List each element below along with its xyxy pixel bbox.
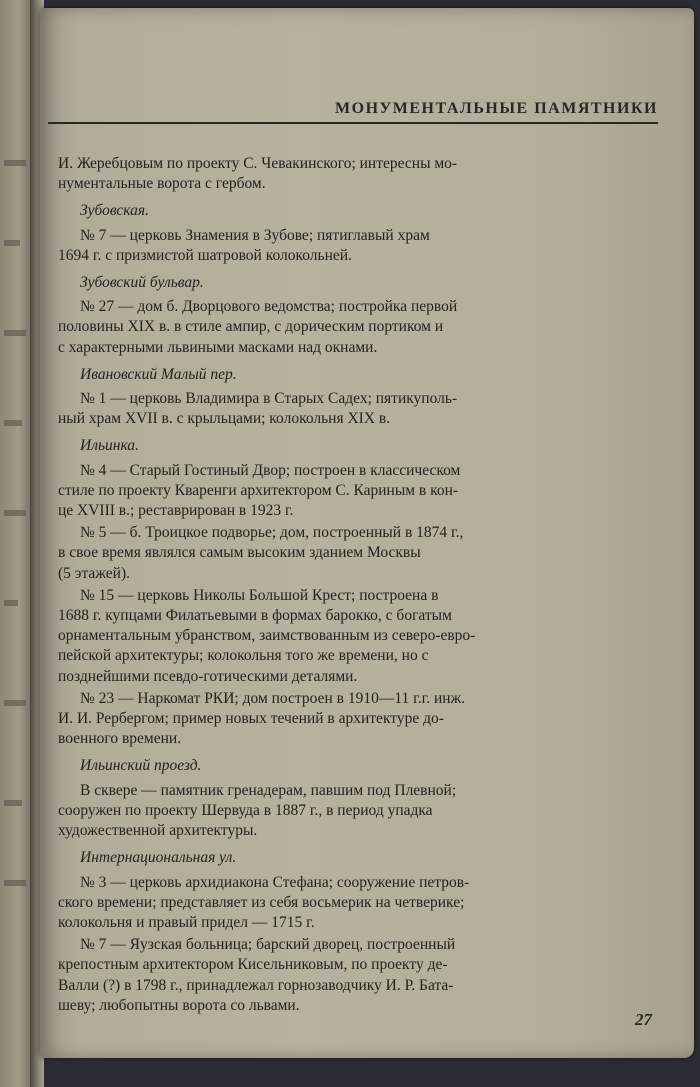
previous-page-edge bbox=[0, 0, 34, 1087]
text-line: шеву; любопытны ворота со львами. bbox=[58, 996, 300, 1014]
text-line: половины XIX в. в стиле ампир, с дорическим портиком и bbox=[58, 318, 444, 336]
entry bbox=[58, 935, 640, 1016]
text-line: стиле по проекту Кваренги архитектором С. Кариным в кон- bbox=[58, 481, 459, 499]
text-line: И. Жеребцовым по проекту С. Чевакинского; интересны мо- bbox=[58, 155, 458, 172]
street-heading: Интернациональная ул. bbox=[80, 849, 237, 867]
entry bbox=[58, 297, 640, 358]
text-line: ского времени; представляет из себя восьмерик на четверике; bbox=[58, 893, 465, 911]
header-rule bbox=[48, 122, 658, 124]
page-number: 27 bbox=[635, 1010, 652, 1029]
street-heading: Ивановский Малый пер. bbox=[80, 365, 237, 383]
text-line: № 27 — дом б. Дворцового ведомства; постройка первой bbox=[80, 298, 458, 316]
entry bbox=[58, 461, 640, 522]
entry bbox=[58, 586, 640, 687]
text-line: 1694 г. с призмистой шатровой колокольней. bbox=[58, 246, 352, 264]
entry bbox=[58, 389, 640, 429]
text-line: художественной архитектуры. bbox=[58, 822, 258, 840]
running-title: МОНУМЕНТАЛЬНЫЕ ПАМЯТНИКИ bbox=[335, 100, 658, 117]
book-page bbox=[40, 8, 694, 1058]
entry bbox=[58, 226, 640, 266]
text-line: це XVIII в.; реставрирован в 1923 г. bbox=[58, 502, 294, 520]
entry bbox=[58, 781, 640, 842]
text-line: ный храм XVII в. с крыльцами; колокольня XIX в. bbox=[58, 410, 391, 428]
text-line: нументальные ворота с гербом. bbox=[58, 175, 266, 193]
text-line: (5 этажей). bbox=[58, 564, 130, 582]
entry bbox=[58, 689, 640, 750]
text-line: № 23 — Наркомат РКИ; дом построен в 1910—11 г.г. инж. bbox=[80, 689, 466, 707]
text-line: военного времени. bbox=[58, 730, 182, 748]
text-line: в свое время являлся самым высоким зданием Москвы bbox=[58, 544, 421, 562]
text-line: крепостным архитектором Кисельниковым, по проекту де- bbox=[58, 956, 448, 974]
text-line: орнаментальным убранством, заимствованным из северо-евро- bbox=[58, 627, 476, 645]
street-heading: Ильинский проезд. bbox=[80, 757, 202, 775]
text-line: сооружен по проекту Шервуда в 1887 г., в период упадка bbox=[58, 801, 433, 819]
text-line: № 4 — Старый Гостиный Двор; построен в классическом bbox=[80, 461, 461, 479]
text-line: № 3 — церковь архидиакона Стефана; сооружение петров- bbox=[80, 873, 470, 891]
page-text bbox=[58, 154, 640, 1018]
entry bbox=[58, 873, 640, 934]
text-line: № 7 — Яузская больница; барский дворец, построенный bbox=[80, 936, 456, 954]
intro-paragraph bbox=[58, 154, 640, 194]
street-heading: Зубовский бульвар. bbox=[80, 274, 204, 292]
text-line: № 7 — церковь Знамения в Зубове; пятиглавый храм bbox=[80, 226, 430, 244]
text-line: позднейшими псевдо-готическими деталями. bbox=[58, 667, 358, 685]
text-line: И. И. Рербергом; пример новых течений в архитектуре до- bbox=[58, 710, 444, 728]
text-line: пейской архитектуры; колокольня того же времени, но с bbox=[58, 647, 429, 665]
text-line: № 5 — б. Троицкое подворье; дом, построенный в 1874 г., bbox=[80, 524, 464, 542]
entry bbox=[58, 523, 640, 584]
text-line: № 15 — церковь Николы Большой Крест; построена в bbox=[80, 586, 439, 604]
street-heading: Ильинка. bbox=[80, 437, 139, 455]
text-line: колокольня и правый придел — 1715 г. bbox=[58, 913, 315, 931]
text-line: Валли (?) в 1798 г., принадлежал горнозаводчику И. Р. Бата- bbox=[58, 976, 454, 994]
text-line: В сквере — памятник гренадерам, павшим под Плевной; bbox=[80, 781, 457, 799]
street-heading: Зубовская. bbox=[80, 202, 149, 220]
text-line: № 1 — церковь Владимира в Старых Садех; пятикуполь- bbox=[80, 390, 458, 408]
text-line: 1688 г. купцами Филатьевыми в формах барокко, с богатым bbox=[58, 607, 452, 625]
text-line: с характерными львиными масками над окнами. bbox=[58, 338, 378, 356]
